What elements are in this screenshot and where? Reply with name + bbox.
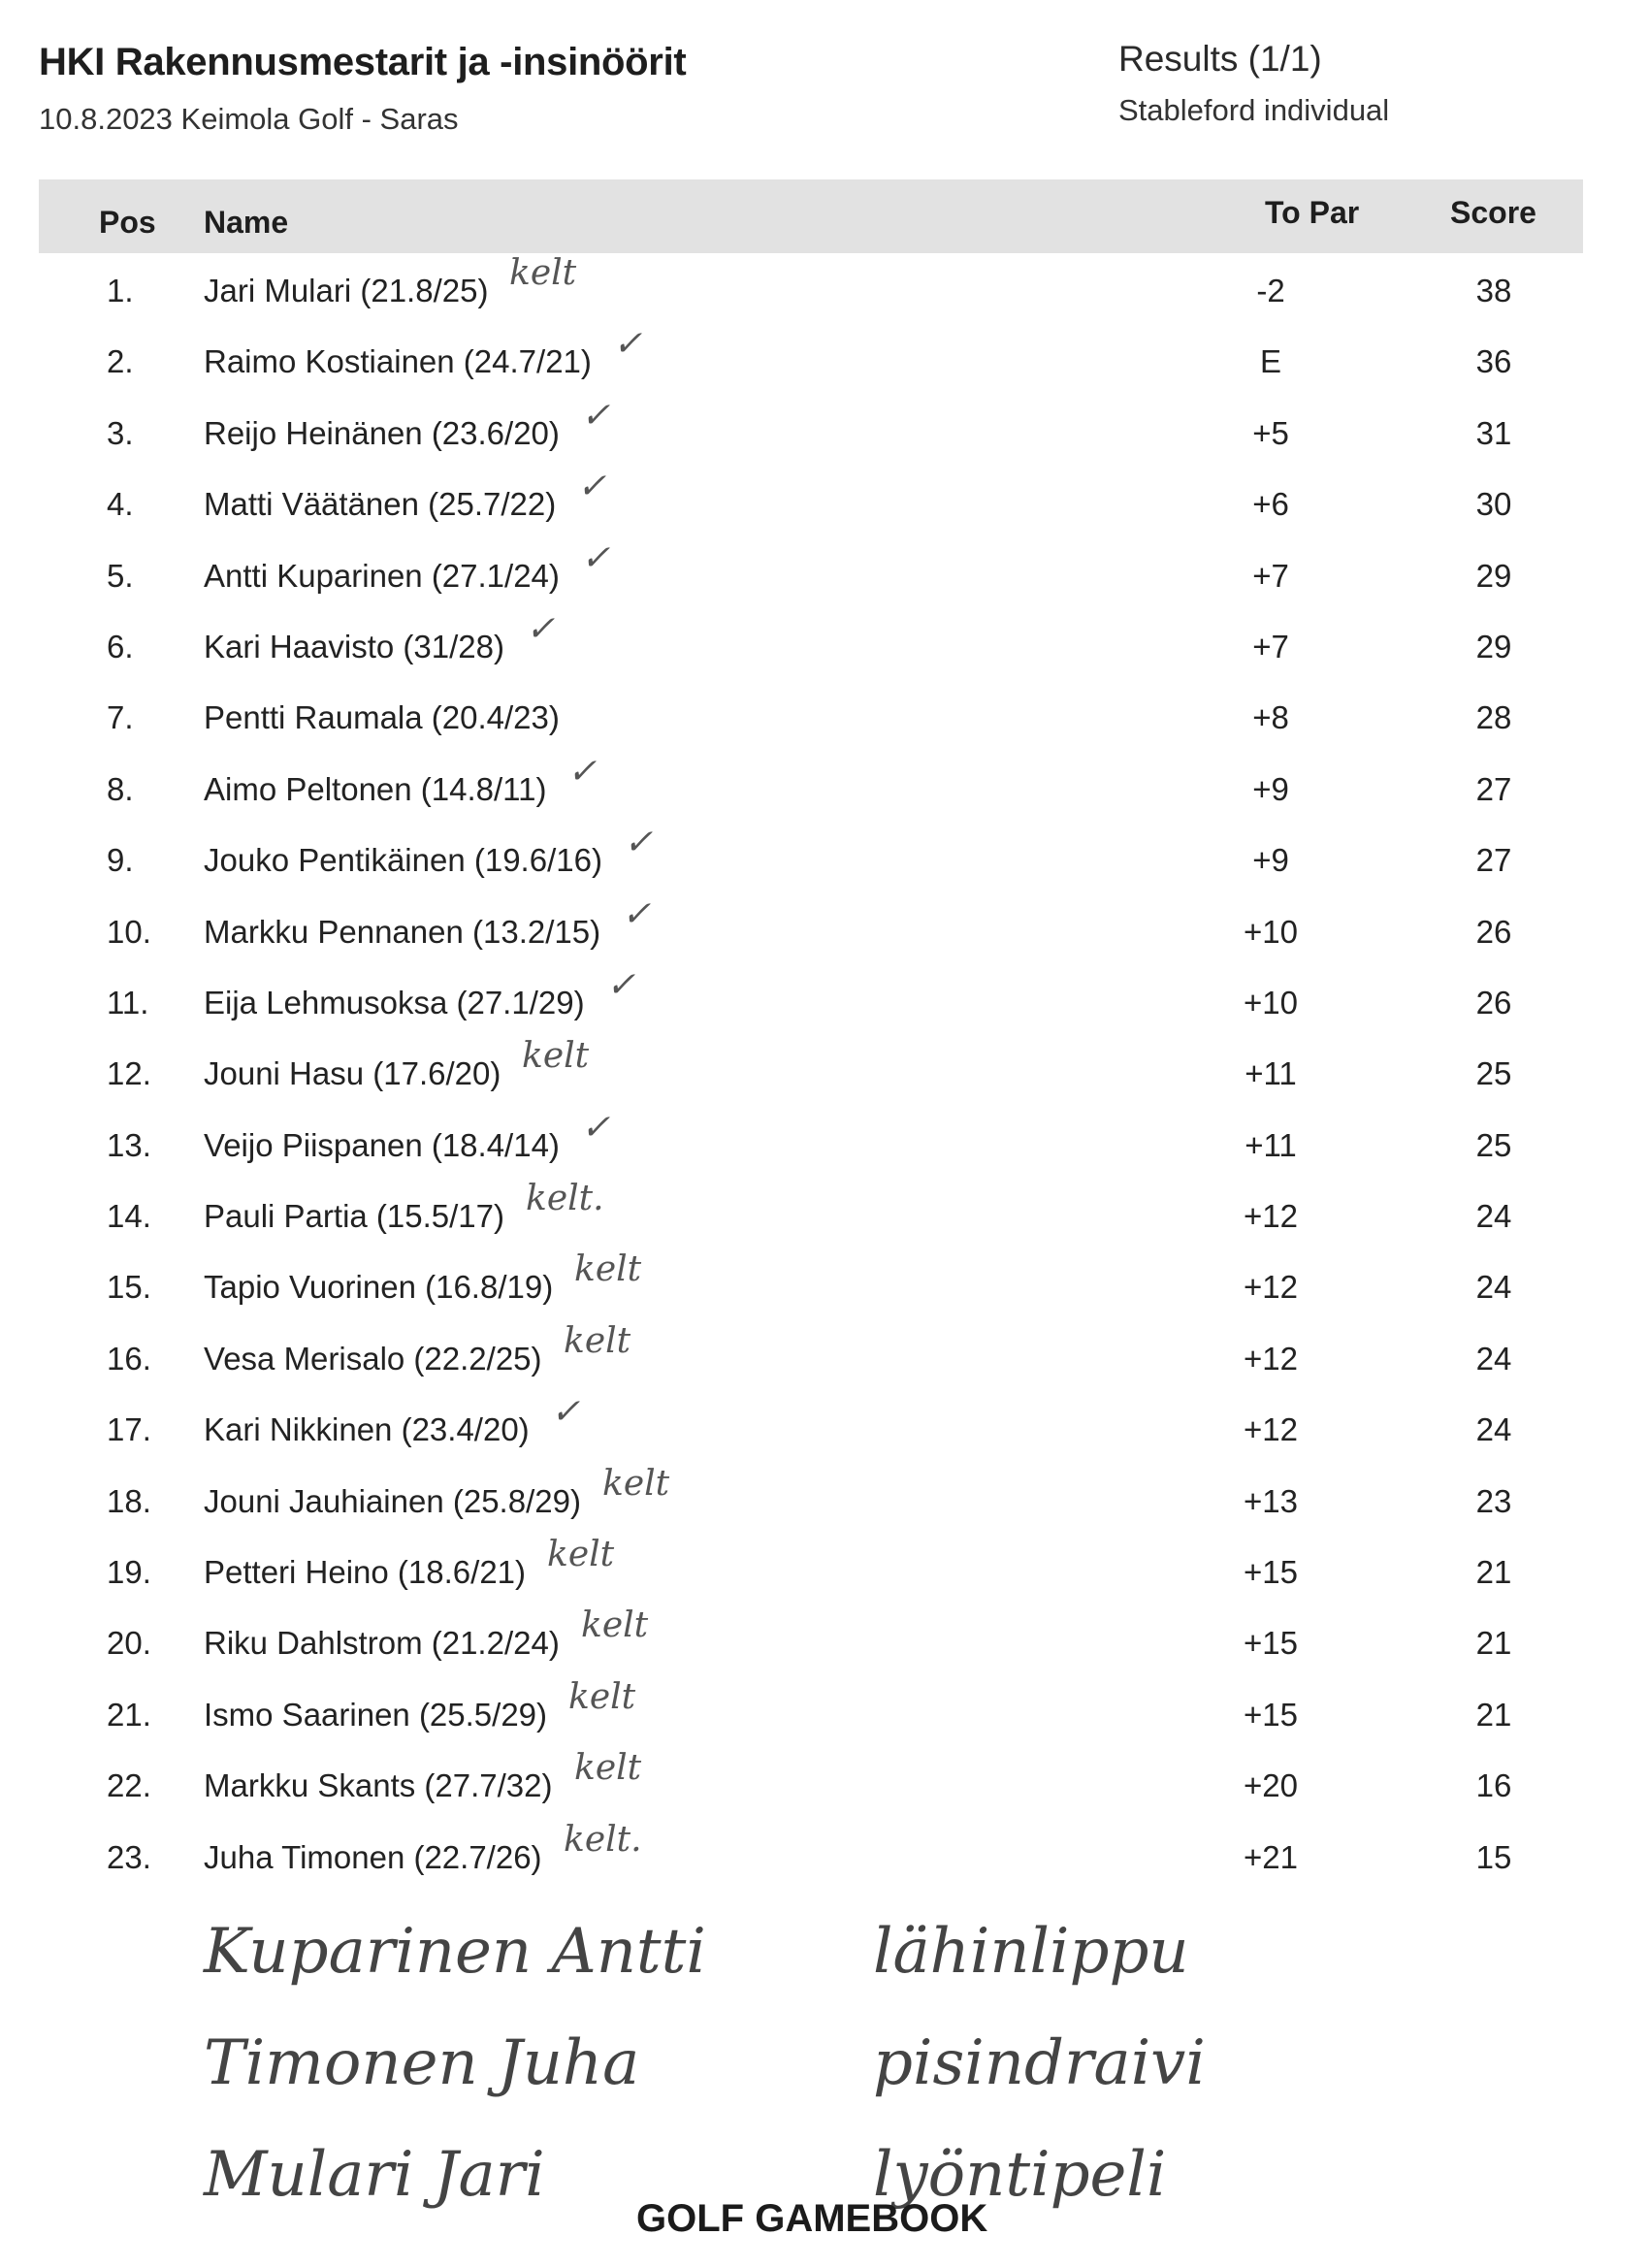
row-position: 1.: [107, 273, 134, 308]
table-row: [0, 893, 1649, 969]
row-to-par: +11: [1245, 1055, 1297, 1092]
row-to-par: +7: [1252, 628, 1289, 664]
table-row: [0, 1107, 1649, 1183]
table-row: [0, 1249, 1649, 1324]
row-score: 21: [1475, 1696, 1512, 1733]
handwritten-mark: kelt: [547, 1535, 615, 1575]
row-position: 18.: [107, 1482, 151, 1519]
table-row: [0, 964, 1649, 1040]
table-row: [0, 1605, 1649, 1680]
row-to-par: +9: [1252, 842, 1289, 879]
handwritten-mark: ✓: [581, 395, 611, 436]
handwritten-mark: kelt.: [564, 1819, 642, 1860]
page-title: HKI Rakennusmestarit ja -insinöörit: [39, 41, 687, 83]
table-header: [39, 179, 1583, 253]
row-score: 29: [1475, 557, 1512, 594]
handwritten-mark: kelt: [568, 1676, 636, 1717]
header-right: [1118, 39, 1389, 128]
row-player-name: Aimo Peltonen (14.8/11): [204, 770, 547, 807]
row-player-name: Antti Kuparinen (27.1/24): [204, 557, 560, 594]
row-to-par: +10: [1244, 984, 1298, 1021]
row-player-name: Markku Skants (27.7/32): [204, 1767, 553, 1804]
handwritten-mark: kelt: [509, 253, 577, 293]
row-player-name: Markku Pennanen (13.2/15): [204, 913, 601, 950]
note-player: Mulari Jari: [204, 2139, 545, 2211]
row-position: 22.: [107, 1767, 151, 1804]
table-row: [0, 395, 1649, 470]
table-row: [0, 1036, 1649, 1111]
handwritten-mark: ✓: [613, 324, 643, 365]
row-player-name: Riku Dahlstrom (21.2/24): [204, 1625, 560, 1662]
row-player-name: Eija Lehmusoksa (27.1/29): [204, 984, 585, 1021]
handwritten-mark: ✓: [577, 467, 607, 507]
row-to-par: +13: [1244, 1482, 1298, 1519]
row-to-par: +6: [1252, 486, 1289, 523]
row-position: 9.: [107, 842, 134, 879]
row-score: 36: [1475, 343, 1512, 380]
table-row: [0, 608, 1649, 684]
row-player-name: Jouni Jauhiainen (25.8/29): [204, 1482, 581, 1519]
row-to-par: +15: [1244, 1696, 1298, 1733]
row-score: 26: [1475, 913, 1512, 950]
row-position: 13.: [107, 1126, 151, 1163]
row-score: 31: [1475, 414, 1512, 451]
row-position: 3.: [107, 414, 134, 451]
row-player-name: Pauli Partia (15.5/17): [204, 1198, 505, 1235]
row-to-par: +8: [1252, 699, 1289, 736]
row-position: 16.: [107, 1340, 151, 1377]
row-score: 15: [1475, 1838, 1512, 1875]
column-header-pos: Pos: [99, 205, 156, 240]
row-position: 14.: [107, 1198, 151, 1235]
row-position: 21.: [107, 1696, 151, 1733]
note-award: lähinlippu: [873, 1916, 1189, 1988]
note-line: [194, 1916, 1455, 2027]
row-position: 19.: [107, 1554, 151, 1591]
handwritten-mark: ✓: [624, 823, 654, 863]
row-position: 2.: [107, 343, 134, 380]
results-label: Results (1/1): [1118, 39, 1322, 79]
table-row: [0, 1392, 1649, 1467]
row-player-name: Juha Timonen (22.7/26): [204, 1838, 542, 1875]
row-to-par: +12: [1244, 1198, 1298, 1235]
row-to-par: +7: [1252, 557, 1289, 594]
row-position: 6.: [107, 628, 134, 664]
row-player-name: Tapio Vuorinen (16.8/19): [204, 1269, 554, 1306]
golf-gamebook-logo: GOLF GAMEBOOK: [636, 2197, 988, 2240]
row-player-name: Jouko Pentikäinen (19.6/16): [204, 842, 602, 879]
handwritten-mark: ✓: [581, 1107, 611, 1148]
row-score: 27: [1475, 842, 1512, 879]
row-score: 25: [1475, 1055, 1512, 1092]
table-row: [0, 324, 1649, 399]
table-row: [0, 1320, 1649, 1396]
row-position: 11.: [107, 984, 149, 1021]
table-row: [0, 1748, 1649, 1823]
results-table-body: [0, 253, 1649, 1895]
row-position: 23.: [107, 1838, 151, 1875]
row-player-name: Kari Haavisto (31/28): [204, 628, 504, 664]
row-score: 26: [1475, 984, 1512, 1021]
row-to-par: +5: [1252, 414, 1289, 451]
handwritten-mark: kelt: [602, 1463, 670, 1504]
row-player-name: Vesa Merisalo (22.2/25): [204, 1340, 542, 1377]
row-to-par: +10: [1244, 913, 1298, 950]
handwritten-mark: ✓: [551, 1392, 581, 1433]
table-row: [0, 1463, 1649, 1539]
row-score: 27: [1475, 770, 1512, 807]
row-score: 28: [1475, 699, 1512, 736]
column-header-name: Name: [204, 205, 289, 240]
row-score: 24: [1475, 1340, 1512, 1377]
row-position: 12.: [107, 1055, 151, 1092]
row-to-par: +15: [1244, 1625, 1298, 1662]
row-score: 24: [1475, 1411, 1512, 1448]
handwritten-mark: ✓: [606, 964, 636, 1005]
row-player-name: Reijo Heinänen (23.6/20): [204, 414, 560, 451]
row-to-par: +20: [1244, 1767, 1298, 1804]
row-player-name: Ismo Saarinen (25.5/29): [204, 1696, 548, 1733]
handwritten-mark: ✓: [581, 537, 611, 578]
row-score: 29: [1475, 628, 1512, 664]
event-subtitle: 10.8.2023 Keimola Golf - Saras: [39, 102, 459, 136]
row-to-par: +12: [1244, 1269, 1298, 1306]
row-score: 23: [1475, 1482, 1512, 1519]
row-to-par: +21: [1244, 1838, 1298, 1875]
row-player-name: Kari Nikkinen (23.4/20): [204, 1411, 530, 1448]
row-position: 7.: [107, 699, 134, 736]
row-player-name: Jari Mulari (21.8/25): [204, 273, 489, 308]
row-score: 38: [1475, 273, 1512, 308]
handwritten-mark: kelt: [564, 1320, 631, 1361]
handwritten-mark: ✓: [622, 893, 652, 934]
row-player-name: Raimo Kostiainen (24.7/21): [204, 343, 592, 380]
row-to-par: +11: [1245, 1126, 1297, 1163]
row-score: 24: [1475, 1269, 1512, 1306]
row-position: 8.: [107, 770, 134, 807]
row-position: 4.: [107, 486, 134, 523]
table-row: [0, 751, 1649, 826]
row-score: 24: [1475, 1198, 1512, 1235]
row-position: 15.: [107, 1269, 151, 1306]
note-award: lyöntipeli: [873, 2139, 1167, 2211]
note-player: Timonen Juha: [204, 2027, 640, 2099]
table-row: [0, 1179, 1649, 1253]
row-player-name: Jouni Hasu (17.6/20): [204, 1055, 501, 1092]
table-row: [0, 1819, 1649, 1895]
row-score: 25: [1475, 1126, 1512, 1163]
row-score: 16: [1475, 1767, 1512, 1804]
row-position: 17.: [107, 1411, 151, 1448]
row-to-par: +12: [1244, 1411, 1298, 1448]
table-row: [0, 467, 1649, 541]
note-line: [194, 2027, 1455, 2139]
handwritten-mark: kelt.: [526, 1179, 604, 1219]
row-to-par: +9: [1252, 770, 1289, 807]
note-award: pisindraivi: [873, 2027, 1206, 2099]
table-row: [0, 537, 1649, 613]
handwritten-mark: ✓: [567, 751, 598, 792]
handwritten-mark: kelt: [574, 1748, 642, 1789]
column-header-score: Score: [1450, 195, 1536, 230]
handwritten-mark: kelt: [581, 1605, 649, 1646]
row-to-par: +12: [1244, 1340, 1298, 1377]
handwritten-mark: ✓: [526, 608, 556, 649]
row-position: 5.: [107, 557, 134, 594]
row-score: 21: [1475, 1554, 1512, 1591]
header-left: [39, 41, 686, 137]
row-to-par: +15: [1244, 1554, 1298, 1591]
row-score: 21: [1475, 1625, 1512, 1662]
row-score: 30: [1475, 486, 1512, 523]
table-row: [0, 253, 1649, 328]
row-to-par: -2: [1256, 273, 1285, 308]
table-row: [0, 684, 1649, 755]
row-player-name: Veijo Piispanen (18.4/14): [204, 1126, 560, 1163]
table-row: [0, 823, 1649, 897]
row-position: 10.: [107, 913, 151, 950]
note-player: Kuparinen Antti: [204, 1916, 706, 1988]
column-header-to-par: To Par: [1265, 195, 1360, 230]
table-row: [0, 1676, 1649, 1752]
format-label: Stableford individual: [1118, 93, 1390, 127]
handwritten-mark: kelt: [522, 1036, 590, 1077]
row-player-name: Matti Väätänen (25.7/22): [204, 486, 557, 523]
handwritten-mark: kelt: [574, 1249, 642, 1290]
row-to-par: E: [1259, 343, 1281, 380]
table-row: [0, 1535, 1649, 1609]
row-player-name: Petteri Heino (18.6/21): [204, 1554, 527, 1591]
row-position: 20.: [107, 1625, 151, 1662]
row-player-name: Pentti Raumala (20.4/23): [204, 699, 560, 736]
